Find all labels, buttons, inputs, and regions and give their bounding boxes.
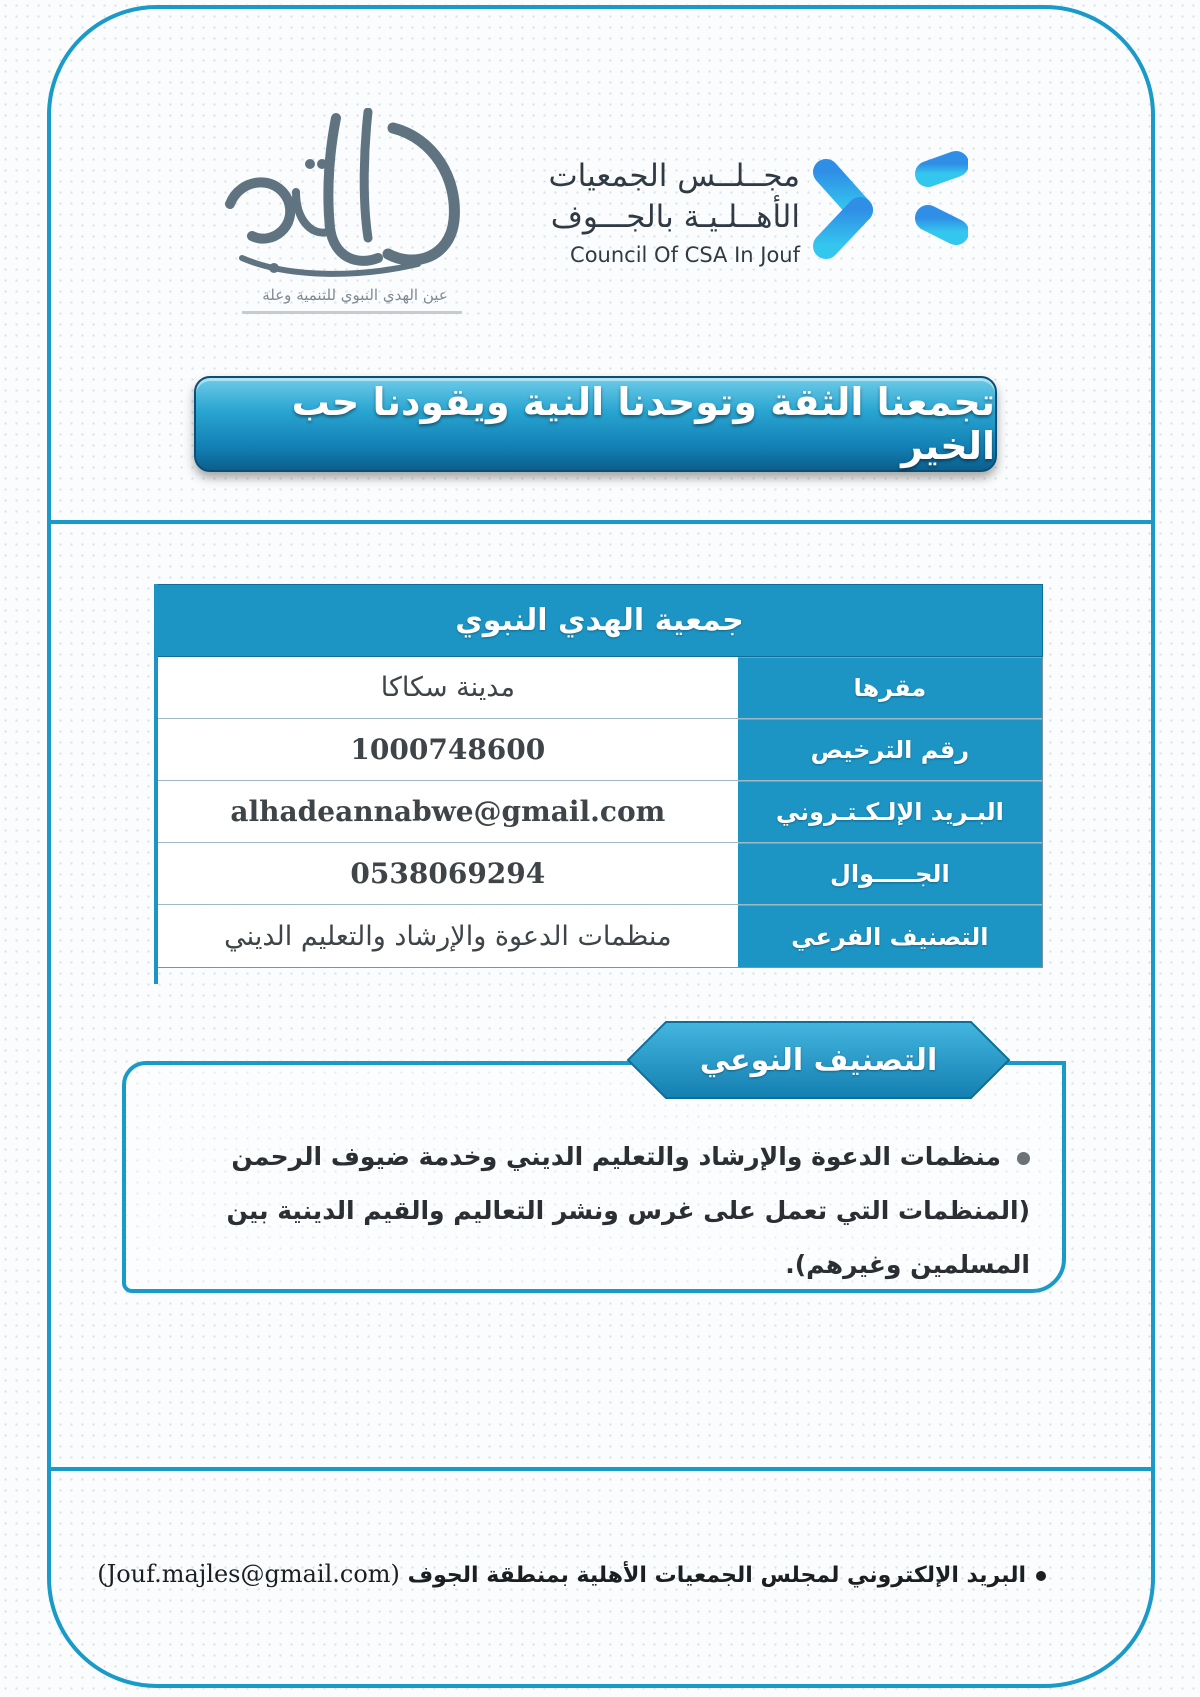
footer-contact: [97, 1560, 1046, 1588]
mobile-label: الجـــــوال: [738, 843, 1042, 904]
classification-tag: [626, 1018, 1011, 1102]
row-headquarters: [157, 657, 1042, 719]
hady-tagline-underline: [242, 311, 462, 314]
top-divider: [49, 520, 1153, 524]
hady-tagline: عين الهدي النبوي للتنمية وعلة: [262, 286, 448, 304]
footer-bullet-icon: [1036, 1571, 1046, 1581]
row-mobile: [157, 843, 1042, 905]
footer-label: البريد الإلكتروني لمجلس الجمعيات الأهلية بمنطقة الجوف: [407, 1563, 1026, 1588]
council-name-line1: مجــلــس الجمعيات: [548, 158, 800, 194]
classification-title: التصنيف النوعي: [699, 1042, 938, 1078]
headquarters-label: مقرها: [738, 657, 1042, 718]
council-name-line2: الأهــلـيـة بالجـــوف: [550, 199, 800, 235]
row-license-number: [157, 719, 1042, 781]
hady-calligraphy-icon: [218, 108, 488, 288]
classification-text: منظمات الدعوة والإرشاد والتعليم الديني وخدمة ضيوف الرحمن (المنظمات التي تعمل على غرس ونشر التعاليم والقيم الدينية بين المسلمين وغيرهم).: [226, 1142, 1030, 1279]
license-number-value: 1000748600: [157, 719, 738, 780]
sub-classification-value: منظمات الدعوة والإرشاد والتعليم الديني: [157, 905, 738, 967]
sub-classification-label: التصنيف الفرعي: [738, 905, 1042, 967]
slogan-banner: تجمعنا الثقة وتوحدنا النية ويقودنا حب الخير: [194, 376, 997, 472]
mobile-value[interactable]: 0538069294: [157, 843, 738, 904]
council-logo: [548, 128, 968, 303]
row-sub-classification: [157, 905, 1042, 967]
info-table-body: [156, 657, 1043, 968]
council-asterisk-icon: [808, 128, 968, 298]
bullet-icon: [1017, 1152, 1030, 1165]
classification-description: [178, 1130, 1030, 1292]
row-email: [157, 781, 1042, 843]
table-accent-bar: [154, 584, 158, 984]
association-name: جمعية الهدي النبوي: [156, 584, 1043, 657]
footer-email[interactable]: (Jouf.majles@gmail.com): [97, 1560, 400, 1588]
association-info-table: [156, 584, 1043, 968]
email-label: البـريد الإلـكـتـروني: [738, 781, 1042, 842]
hady-logo: [218, 108, 488, 328]
council-name: [480, 156, 800, 270]
email-value[interactable]: alhadeannabwe@gmail.com: [157, 781, 738, 842]
bottom-divider: [49, 1467, 1153, 1471]
council-name-english: Council Of CSA In Jouf: [570, 243, 800, 267]
license-number-label: رقم الترخيص: [738, 719, 1042, 780]
headquarters-value: مدينة سكاكا: [157, 657, 738, 718]
